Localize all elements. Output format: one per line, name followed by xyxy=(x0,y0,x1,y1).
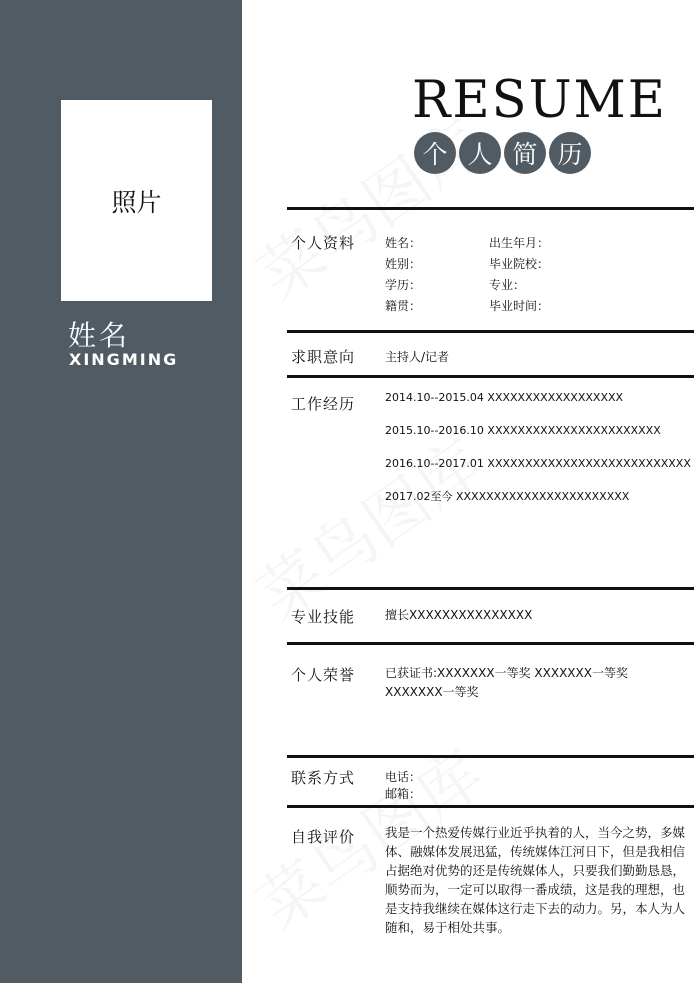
section-divider xyxy=(287,375,694,378)
field-education-label: 学历： xyxy=(385,278,422,292)
work-entry: 2017.02至今 XXXXXXXXXXXXXXXXXXXXXXX xyxy=(385,490,630,503)
field-graduation-label: 毕业时间： xyxy=(489,299,550,313)
honors-line: XXXXXXX一等奖 xyxy=(385,685,479,699)
field-major-label: 专业： xyxy=(489,278,526,292)
section-title-honors: 个人荣誉 xyxy=(291,666,356,684)
sidebar xyxy=(0,0,242,983)
contact-email-label: 邮箱： xyxy=(385,787,422,801)
section-divider xyxy=(287,805,694,808)
photo-label: 照片 xyxy=(111,187,162,217)
section-divider xyxy=(287,330,694,333)
self-eval-text: 我是一个热爱传媒行业近乎执着的人，当今之势，多媒体、融媒体发展迅猛，传统媒体江河日下，但是我相信占据绝对优势的还是传统媒体人，只要我们勤勤恳恳，顺势而为，一定可以取得一番成绩，这是我的理想，也是支持我继续在媒体这行走下去的动力。另，本人为人随和，易于相处共事。 xyxy=(385,825,686,935)
field-hometown-label: 籍贯： xyxy=(385,299,422,313)
section-title-objective: 求职意向 xyxy=(291,348,356,366)
field-birth-label: 出生年月： xyxy=(489,236,550,250)
honors-line: 已获证书:XXXXXXX一等奖 XXXXXXX一等奖 xyxy=(385,666,628,680)
section-divider xyxy=(287,587,694,590)
contact-phone-label: 电话： xyxy=(385,770,422,784)
candidate-name: 姓名 xyxy=(68,319,131,352)
section-title-personal: 个人资料 xyxy=(291,234,356,252)
subtitle-char-circle: 人 xyxy=(459,132,501,174)
work-entry: 2016.10--2017.01 XXXXXXXXXXXXXXXXXXXXXXXXXXX xyxy=(385,457,691,470)
objective-value: 主持人/记者 xyxy=(385,350,450,364)
work-entry: 2015.10--2016.10 XXXXXXXXXXXXXXXXXXXXXXX xyxy=(385,424,661,437)
field-gender-label: 姓别： xyxy=(385,257,422,271)
resume-title: RESUME xyxy=(412,71,667,130)
field-school-label: 毕业院校： xyxy=(489,257,550,271)
subtitle-char-circle: 简 xyxy=(504,132,546,174)
section-divider xyxy=(287,207,694,210)
section-title-skills: 专业技能 xyxy=(291,608,356,626)
subtitle-char-circle: 个 xyxy=(414,132,456,174)
photo-placeholder[interactable] xyxy=(61,100,212,301)
subtitle-circles xyxy=(414,132,591,174)
skills-value: 擅长XXXXXXXXXXXXXXX xyxy=(385,608,533,622)
field-name-label: 姓名： xyxy=(385,236,422,250)
section-divider xyxy=(287,642,694,645)
section-title-self-eval: 自我评价 xyxy=(291,828,356,846)
work-entry: 2014.10--2015.04 XXXXXXXXXXXXXXXXXX xyxy=(385,391,624,404)
subtitle-char-circle: 历 xyxy=(549,132,591,174)
section-title-contact: 联系方式 xyxy=(291,769,356,787)
section-divider xyxy=(287,755,694,758)
candidate-name-pinyin: XINGMING xyxy=(69,350,179,369)
section-title-work: 工作经历 xyxy=(291,395,356,413)
